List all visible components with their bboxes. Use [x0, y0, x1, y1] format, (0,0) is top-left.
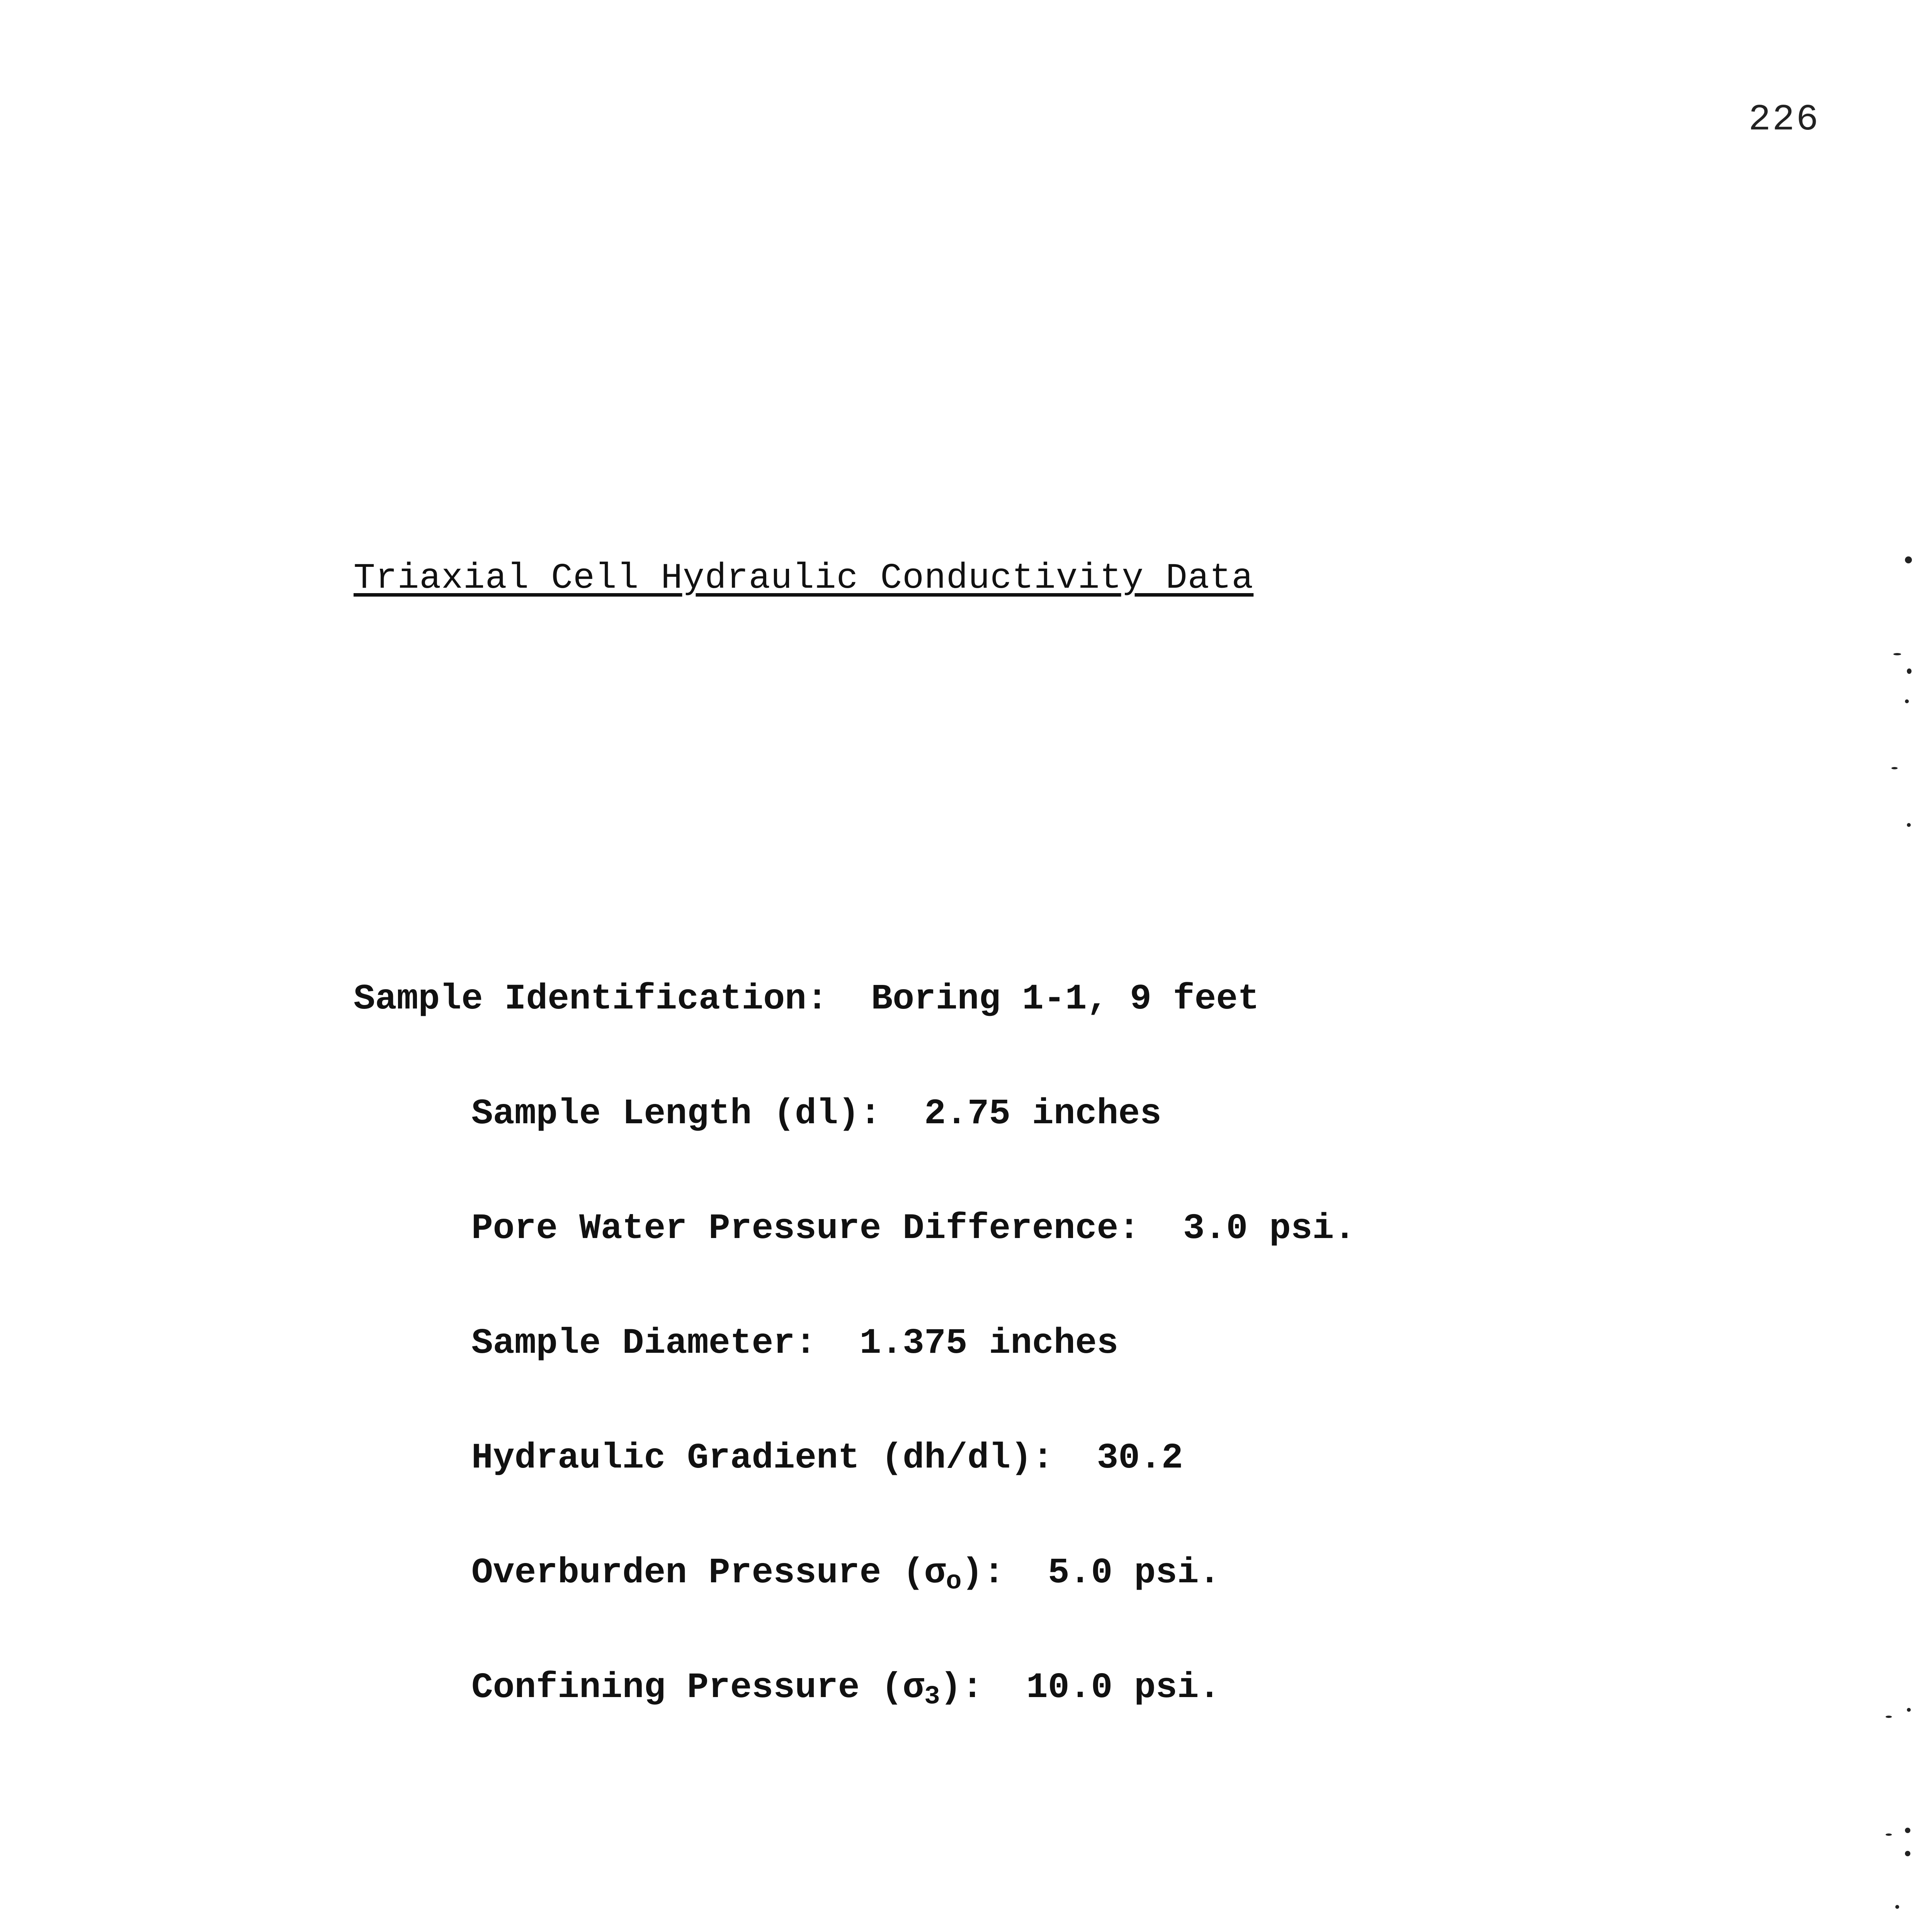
scan-speck — [1893, 653, 1901, 655]
scan-speck — [1895, 1905, 1899, 1909]
spacer — [354, 674, 1783, 750]
scan-speck — [1905, 1851, 1910, 1856]
overburden-value: ): 5.0 psi. — [961, 1553, 1221, 1593]
overburden-pressure — [354, 1553, 1783, 1597]
hydraulic-gradient: Hydraulic Gradient (dh/dl): 30.2 — [471, 1438, 1183, 1478]
sample-identification: Sample Identification: Boring 1-1, 9 feet — [354, 979, 1259, 1019]
confining-value: ): 10.0 psi. — [940, 1667, 1221, 1708]
sigma-subscript: o — [946, 1567, 962, 1597]
scan-speck — [1907, 823, 1911, 827]
scan-speck — [1907, 1708, 1911, 1712]
sample-diameter: Sample Diameter: 1.375 inches — [471, 1323, 1119, 1364]
overburden-label: Overburden Pressure ( — [471, 1553, 924, 1593]
sigma-symbol: σ — [903, 1667, 924, 1708]
confining-label: Confining Pressure ( — [471, 1667, 903, 1708]
page-number: 226 — [1748, 99, 1820, 141]
scan-speck — [1905, 699, 1909, 703]
spacer — [354, 1783, 1783, 1821]
scan-speck — [1907, 668, 1912, 674]
sample-block-1 — [354, 903, 1783, 1932]
page-title: Triaxial Cell Hydraulic Conductivity Data — [354, 558, 1254, 599]
sample-length: Sample Length (dl): 2.75 inches — [471, 1094, 1162, 1134]
document-body — [354, 444, 1783, 1932]
sigma-subscript: 3 — [924, 1682, 940, 1711]
sigma-symbol: σ — [924, 1553, 946, 1593]
scan-speck — [1886, 1833, 1892, 1836]
scan-speck — [1905, 556, 1912, 563]
scan-speck — [1886, 1716, 1892, 1718]
confining-pressure — [354, 1667, 1783, 1711]
scan-speck — [1891, 767, 1898, 769]
pore-water-pressure: Pore Water Pressure Difference: 3.0 psi. — [471, 1208, 1356, 1249]
scan-speck — [1905, 1828, 1910, 1833]
